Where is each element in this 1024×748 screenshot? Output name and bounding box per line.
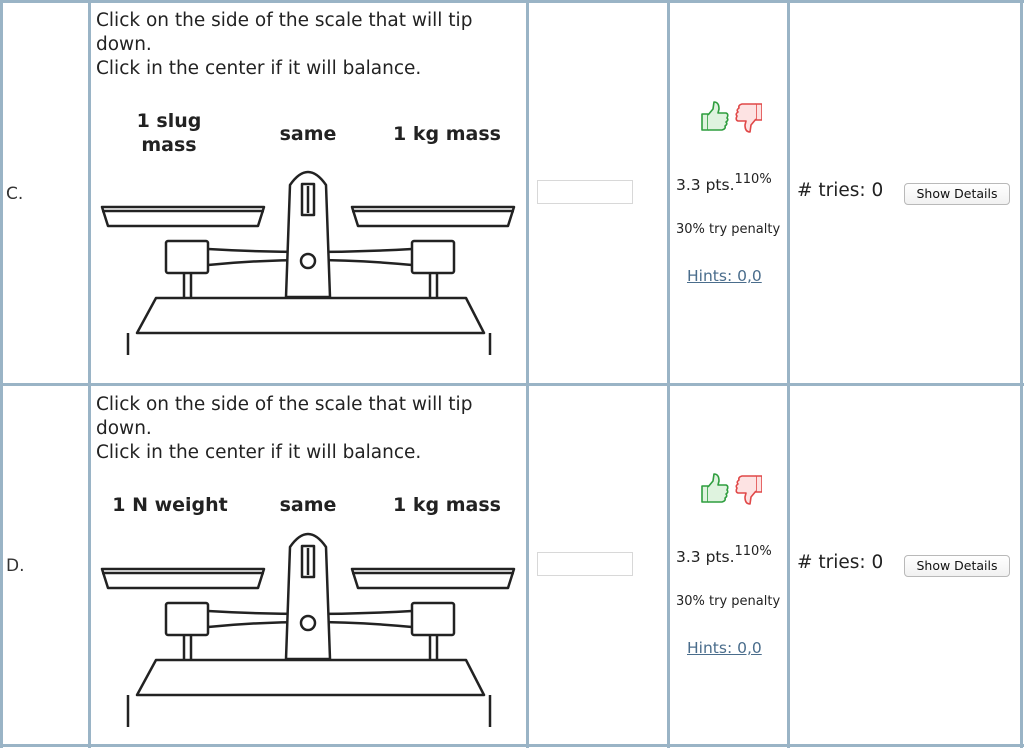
points-percent: 110% [734,544,772,559]
feedback-icons [698,99,762,135]
table-border-bottom [0,744,1024,747]
try-penalty-text: 30% try penalty [676,594,781,609]
scale-left-label: 1 N weight [112,494,228,516]
question-prompt [96,9,521,81]
points-display [676,544,772,566]
table-row-divider [0,383,1024,386]
show-details-button[interactable]: Show Details [904,183,1010,205]
points-value: 3.3 pts. [676,176,735,194]
tries-count: # tries: 0 [797,180,884,201]
table-col-divider [667,0,670,748]
feedback-icons [698,471,762,507]
table-border-top [0,0,1024,3]
balance-scale-icon [96,477,521,727]
prompt-instruction: Click on the side of the scale that will tip down. [96,394,473,439]
scale-right-label: 1 kg mass [393,494,501,516]
balance-scale-icon [96,105,521,355]
answer-input[interactable] [537,552,633,576]
table-col-divider [88,0,91,748]
scale-center-label: same [279,494,337,516]
scale-center-label: same [279,123,337,145]
question-prompt [96,393,521,465]
answer-input[interactable] [537,180,633,204]
table-col-divider [0,0,3,748]
hints-link[interactable]: Hints: 0,0 [687,267,762,285]
row-label: D. [6,556,25,576]
try-penalty-text: 30% try penalty [676,222,781,237]
thumbs-down-icon [736,104,762,132]
table-col-divider [787,0,790,748]
thumbs-up-icon [702,102,728,130]
balance-scale[interactable] [96,105,521,355]
show-details-button[interactable]: Show Details [904,555,1010,577]
prompt-instruction: Click on the side of the scale that will tip down. [96,10,473,55]
table-col-divider [526,0,529,748]
prompt-instruction: Click in the center if it will balance. [96,58,422,79]
tries-count: # tries: 0 [797,552,884,573]
thumbs-up-icon [702,474,728,502]
scale-right-label: 1 kg mass [393,123,501,145]
points-percent: 110% [734,172,772,187]
points-value: 3.3 pts. [676,548,735,566]
prompt-instruction: Click in the center if it will balance. [96,442,422,463]
hints-link[interactable]: Hints: 0,0 [687,639,762,657]
thumbs-down-icon [736,476,762,504]
scale-left-label: 1 slug mass [136,110,202,156]
points-display [676,172,772,194]
table-col-divider [1020,0,1023,748]
row-label: C. [6,184,24,204]
balance-scale[interactable] [96,477,521,727]
